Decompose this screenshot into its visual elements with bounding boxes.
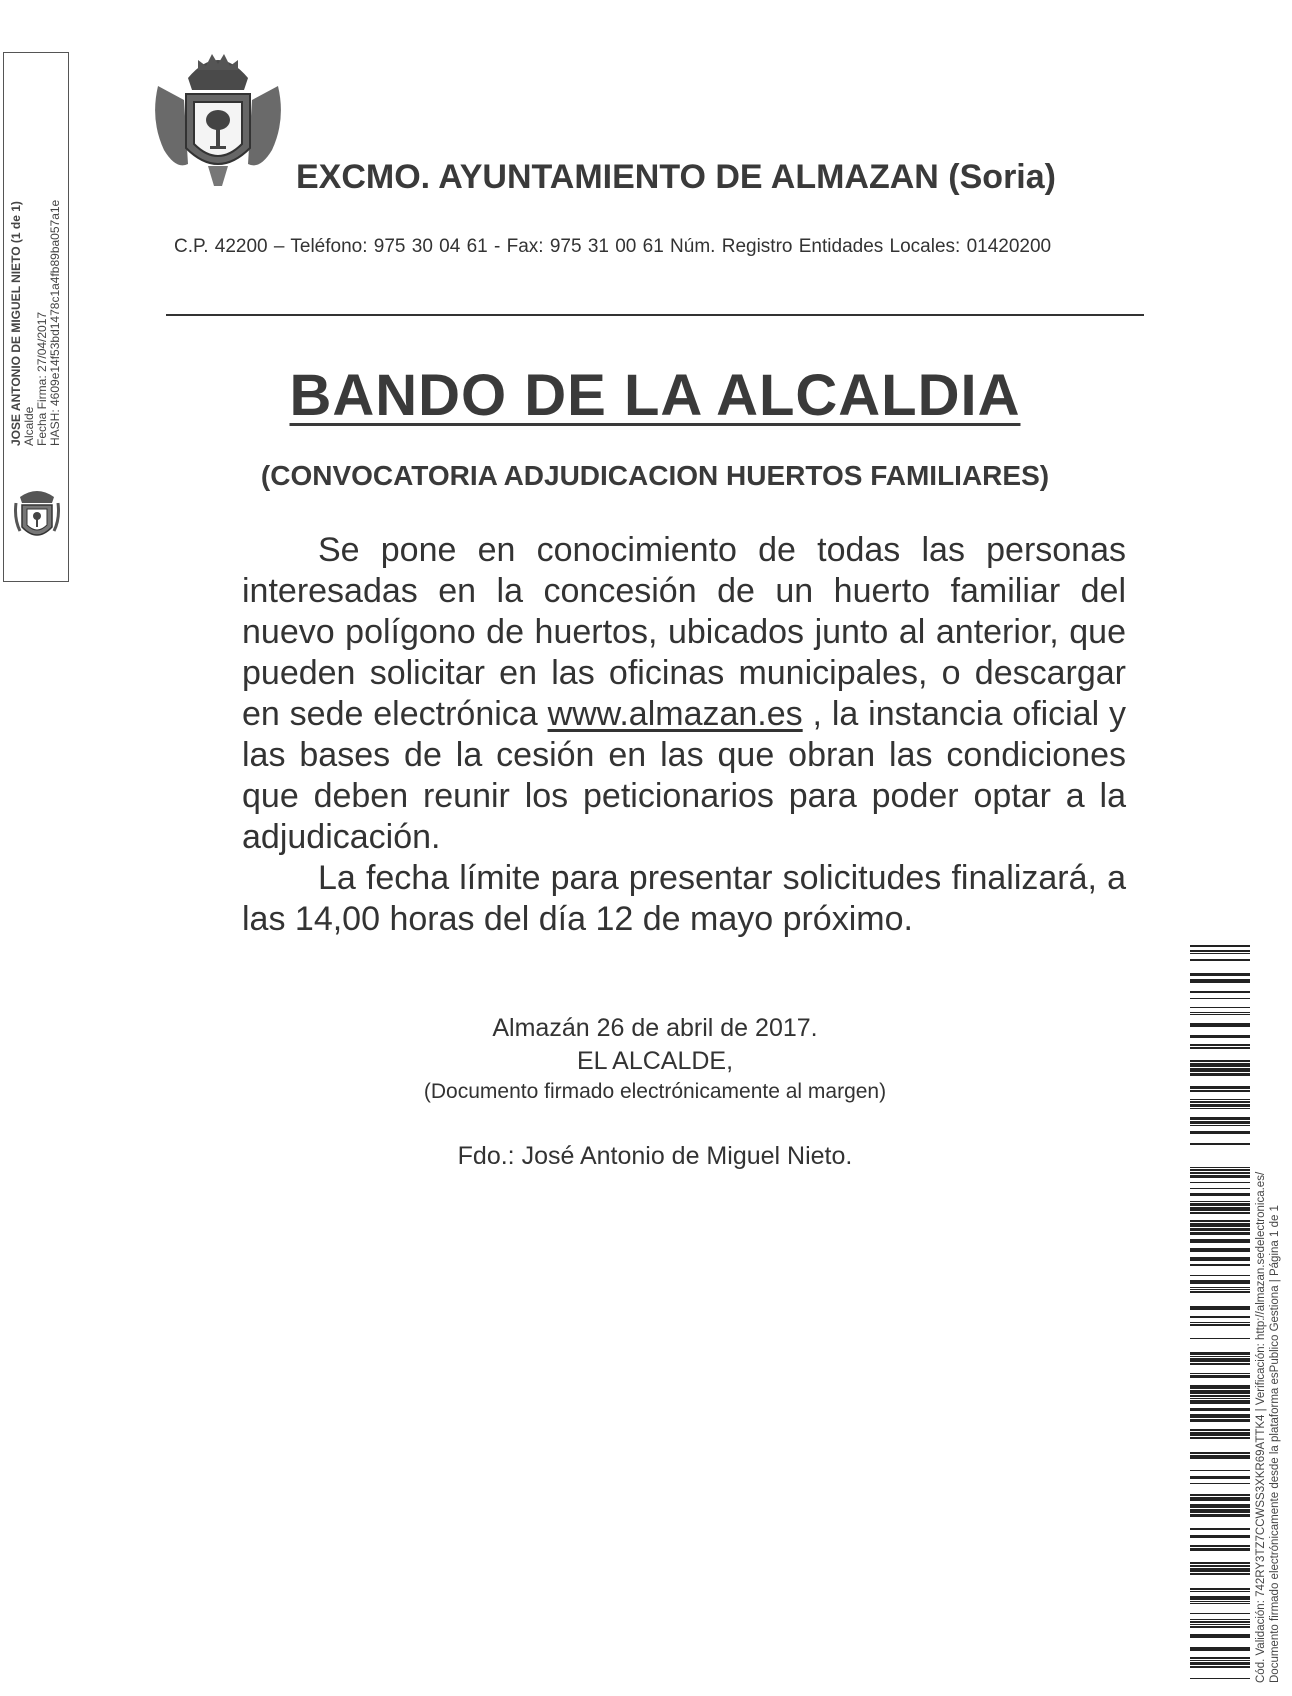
paragraph-2: La fecha límite para presentar solicitudes finalizará, a las 14,00 horas del día 12 de mayo próximo. xyxy=(242,859,1126,938)
contact-line: C.P. 42200 – Teléfono: 975 30 04 61 - Fax: 975 31 00 61 Núm. Registro Entidades Locales: 01420200 xyxy=(174,236,1052,257)
institution-name: EXCMO. AYUNTAMIENTO DE ALMAZAN (Soria) xyxy=(296,158,1056,196)
document-body xyxy=(242,530,1126,940)
website-link[interactable]: www.almazan.es xyxy=(547,695,803,733)
paragraph-1 xyxy=(242,530,1126,858)
document-subtitle: (CONVOCATORIA ADJUDICACION HUERTOS FAMILIARES) xyxy=(260,460,1050,491)
document-title-text: BANDO DE LA ALCALDIA xyxy=(289,363,1021,428)
document-title xyxy=(166,362,1144,429)
signature-stamp xyxy=(3,52,69,582)
barcode-icon xyxy=(1190,945,1250,1683)
municipal-seal-icon xyxy=(14,483,60,549)
signer-role: Alcalde xyxy=(22,406,36,446)
place-date: Almazán 26 de abril de 2017. xyxy=(492,1014,818,1042)
header-divider xyxy=(166,314,1144,316)
signer-name: JOSE ANTONIO DE MIGUEL NIETO (1 de 1) xyxy=(9,201,23,446)
verification-line-1: Cód. Validación: 742RY3TZ7CCWSS3XKR69ATTK4 | Verificación: http://almazan.sedelectronica.es/ xyxy=(1255,1171,1267,1683)
signature-hash: HASH: 4609e14f53bd1478c1a4fb89ba057a1e xyxy=(48,199,62,446)
signed-by: Fdo.: José Antonio de Miguel Nieto. xyxy=(457,1142,853,1170)
coat-of-arms-icon xyxy=(148,40,288,190)
e-signature-note: (Documento firmado electrónicamente al margen) xyxy=(423,1080,887,1103)
verification-text xyxy=(1254,943,1292,1683)
signer-title: EL ALCALDE, xyxy=(576,1047,734,1075)
paragraph-1-text-a: Se pone en conocimiento de todas las personas interesadas en la concesión de un huerto familiar del nuevo polígono de huertos, ubicados junto al anterior, que pueden solicitar en las oficinas municipales, o descargar en sede electrónica xyxy=(242,531,1126,733)
signature-text-block xyxy=(4,0,70,446)
paragraph-1-text-b: , la instancia oficial y las bases de la cesión en las que obran las condiciones que deben reunir los peticionarios para poder optar a la adjudicación. xyxy=(242,695,1126,856)
signature-date: Fecha Firma: 27/04/2017 xyxy=(35,311,49,446)
verification-line-2: Documento firmado electrónicamente desde la plataforma esPublico Gestiona | Página 1 de 1 xyxy=(1269,1205,1281,1683)
